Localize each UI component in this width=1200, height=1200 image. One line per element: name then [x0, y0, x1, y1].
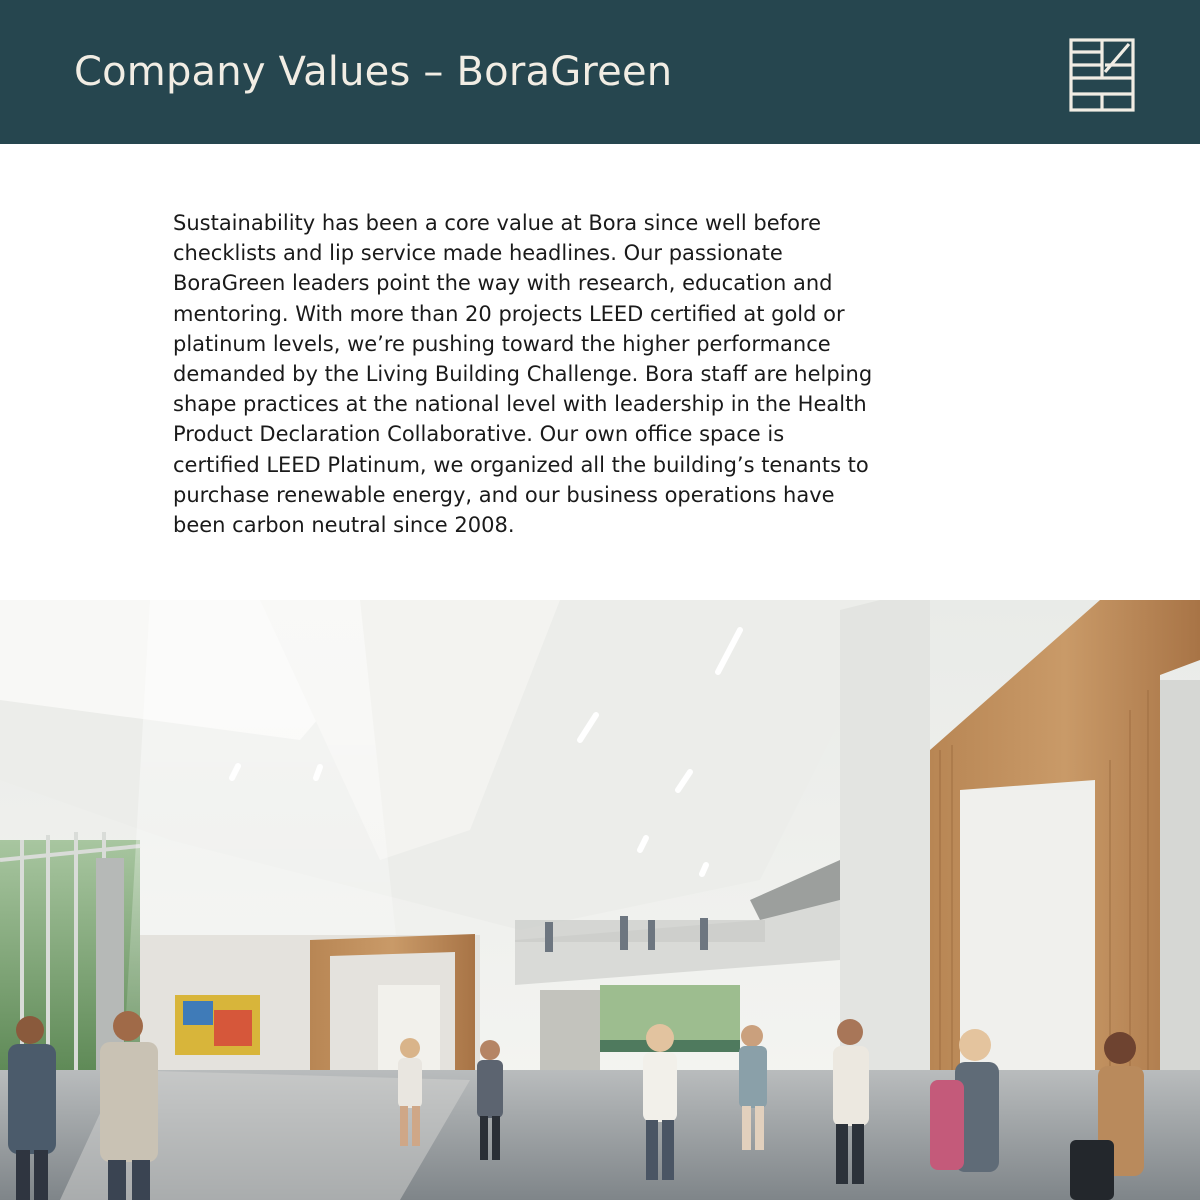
- paragraph-line: Product Declaration Collaborative. Our own office space is: [173, 422, 785, 447]
- bora-grid-logo-icon: [1069, 38, 1135, 112]
- paragraph-line: platinum levels, we’re pushing toward the higher performance: [173, 331, 831, 356]
- paragraph-line: been carbon neutral since 2008.: [173, 513, 515, 538]
- paragraph-line: purchase renewable energy, and our business operations have: [173, 482, 835, 507]
- paragraph-line: shape practices at the national level with leadership in the Health: [173, 392, 867, 417]
- paragraph-line: demanded by the Living Building Challenge. Bora staff are helping: [173, 362, 873, 387]
- paragraph-line: checklists and lip service made headlines. Our passionate: [173, 241, 783, 266]
- page-header: [0, 0, 1200, 144]
- paragraph-line: Sustainability has been a core value at Bora since well before: [173, 211, 822, 235]
- paragraph-line: BoraGreen leaders point the way with research, education and: [173, 271, 833, 296]
- atrium-illustration: [0, 600, 1200, 1200]
- hero-image: [0, 600, 1200, 1200]
- company-values-paragraph: [173, 208, 973, 540]
- page-title: Company Values – BoraGreen: [74, 49, 673, 95]
- paragraph-line: certified LEED Platinum, we organized all the building’s tenants to: [173, 452, 869, 477]
- paragraph-line: mentoring. With more than 20 projects LEED certified at gold or: [173, 301, 845, 326]
